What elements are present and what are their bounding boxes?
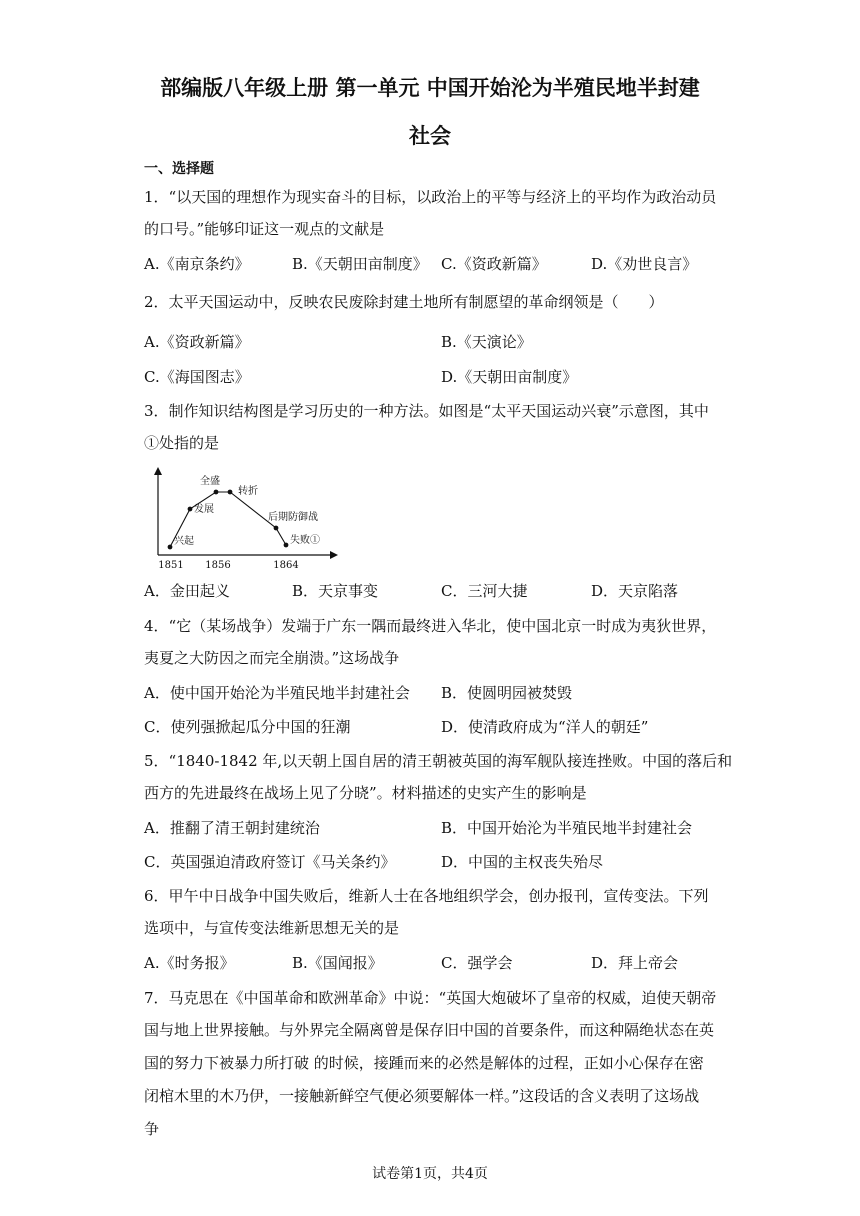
q6-stem-line1: 6．甲午中日战争中国失败后，维新人士在各地组织学会，创办报刊，宣传变法。下列 bbox=[144, 887, 709, 905]
q7-stem-line1: 7．马克思在《中国革命和欧洲革命》中说：“英国大炮破坏了皇帝的权威，迫使天朝帝 bbox=[144, 989, 717, 1007]
taiping-rise-fall-chart bbox=[148, 462, 348, 572]
q6-option-c[interactable]: C．强学会 bbox=[441, 954, 513, 972]
point-marker-0 bbox=[168, 545, 173, 550]
q6-option-b[interactable]: B.《国闻报》 bbox=[292, 954, 383, 972]
page-title-line1: 部编版八年级上册 第一单元 中国开始沦为半殖民地半封建 bbox=[160, 76, 700, 100]
q1-stem-line1: 1．“以天国的理想作为现实奋斗的目标，以政治上的平等与经济上的平均作为政治动员 bbox=[144, 188, 717, 206]
point-label-3: 转折 bbox=[238, 486, 258, 497]
section-heading: 一、选择题 bbox=[144, 161, 214, 177]
q4-option-d[interactable]: D．使清政府成为“洋人的朝廷” bbox=[441, 718, 649, 736]
q5-option-b[interactable]: B．中国开始沦为半殖民地半封建社会 bbox=[441, 819, 693, 837]
point-label-5: 失败① bbox=[290, 535, 320, 546]
q2-option-c[interactable]: C.《海国图志》 bbox=[144, 368, 250, 386]
point-marker-3 bbox=[228, 490, 233, 495]
q4-option-c[interactable]: C．使列强掀起瓜分中国的狂潮 bbox=[144, 718, 351, 736]
point-marker-4 bbox=[274, 526, 279, 531]
q2-option-d[interactable]: D.《天朝田亩制度》 bbox=[441, 368, 578, 386]
q4-option-a[interactable]: A．使中国开始沦为半殖民地半封建社会 bbox=[144, 684, 410, 702]
q5-stem-line1: 5．“1840-1842 年,以天朝上国自居的清王朝被英国的海军舰队接连挫败。中国的落后和 bbox=[144, 752, 733, 770]
q5-option-a[interactable]: A．推翻了清王朝封建统治 bbox=[144, 819, 320, 837]
point-marker-2 bbox=[214, 490, 219, 495]
y-axis-arrow bbox=[154, 467, 162, 475]
q6-option-d[interactable]: D．拜上帝会 bbox=[591, 954, 679, 972]
x-tick-label-0: 1851 bbox=[158, 560, 184, 571]
x-tick-label-2: 1864 bbox=[273, 560, 299, 571]
q7-stem-line2: 国与地上世界接触。与外界完全隔离曾是保存旧中国的首要条件，而这种隔绝状态在英 bbox=[144, 1021, 715, 1039]
q1-stem-line2: 的口号。”能够印证这一观点的文献是 bbox=[144, 220, 385, 238]
point-marker-5 bbox=[284, 543, 289, 548]
q1-option-c[interactable]: C.《资政新篇》 bbox=[441, 255, 547, 273]
x-tick-label-1: 1856 bbox=[205, 560, 231, 571]
point-marker-1 bbox=[188, 507, 193, 512]
page-footer: 试卷第1页，共4页 bbox=[372, 1166, 488, 1182]
q3-option-d[interactable]: D．天京陷落 bbox=[591, 582, 679, 600]
q3-option-a[interactable]: A．金田起义 bbox=[144, 582, 230, 600]
q6-option-a[interactable]: A.《时务报》 bbox=[144, 954, 235, 972]
point-label-4: 后期防御战 bbox=[268, 512, 318, 523]
q2-option-b[interactable]: B.《天演论》 bbox=[441, 333, 532, 351]
q4-option-b[interactable]: B．使圆明园被焚毁 bbox=[441, 684, 573, 702]
q5-option-c[interactable]: C．英国强迫清政府签订《马关条约》 bbox=[144, 853, 396, 871]
q2-option-a[interactable]: A.《资政新篇》 bbox=[144, 333, 250, 351]
q5-option-d[interactable]: D．中国的主权丧失殆尽 bbox=[441, 853, 604, 871]
q7-stem-line3: 国的努力下被暴力所打破 的时候，接踵而来的必然是解体的过程，正如小心保存在密 bbox=[144, 1054, 704, 1072]
q1-option-d[interactable]: D.《劝世良言》 bbox=[591, 255, 698, 273]
q5-stem-line2: 西方的先进最终在战场上见了分晓”。材料描述的史实产生的影响是 bbox=[144, 784, 587, 802]
q3-stem-line2: ①处指的是 bbox=[144, 434, 220, 452]
q4-stem-line2: 夷夏之大防因之而完全崩溃。”这场战争 bbox=[144, 649, 400, 667]
q7-stem-line5: 争 bbox=[144, 1120, 160, 1138]
x-axis-arrow bbox=[330, 551, 338, 559]
page-title-line2: 社会 bbox=[409, 124, 451, 148]
q3-stem-line1: 3．制作知识结构图是学习历史的一种方法。如图是“太平天国运动兴衰”示意图，其中 bbox=[144, 402, 709, 420]
point-label-1: 发展 bbox=[194, 504, 214, 515]
q3-option-c[interactable]: C．三河大捷 bbox=[441, 582, 528, 600]
q4-stem-line1: 4．“它（某场战争）发端于广东一隅而最终进入华北，使中国北京一时成为夷狄世界， bbox=[144, 617, 717, 635]
q1-option-a[interactable]: A.《南京条约》 bbox=[144, 255, 250, 273]
q6-stem-line2: 选项中，与宣传变法维新思想无关的是 bbox=[144, 919, 400, 937]
q3-option-b[interactable]: B．天京事变 bbox=[292, 582, 379, 600]
q1-option-b[interactable]: B.《天朝田亩制度》 bbox=[292, 255, 428, 273]
point-label-0: 兴起 bbox=[174, 536, 194, 547]
q2-stem: 2．太平天国运动中，反映农民废除封建土地所有制愿望的革命纲领是（ ） bbox=[144, 293, 664, 311]
q7-stem-line4: 闭棺木里的木乃伊，一接触新鲜空气便必须要解体一样。”这段话的含义表明了这场战 bbox=[144, 1087, 700, 1105]
point-label-2: 全盛 bbox=[200, 476, 220, 487]
